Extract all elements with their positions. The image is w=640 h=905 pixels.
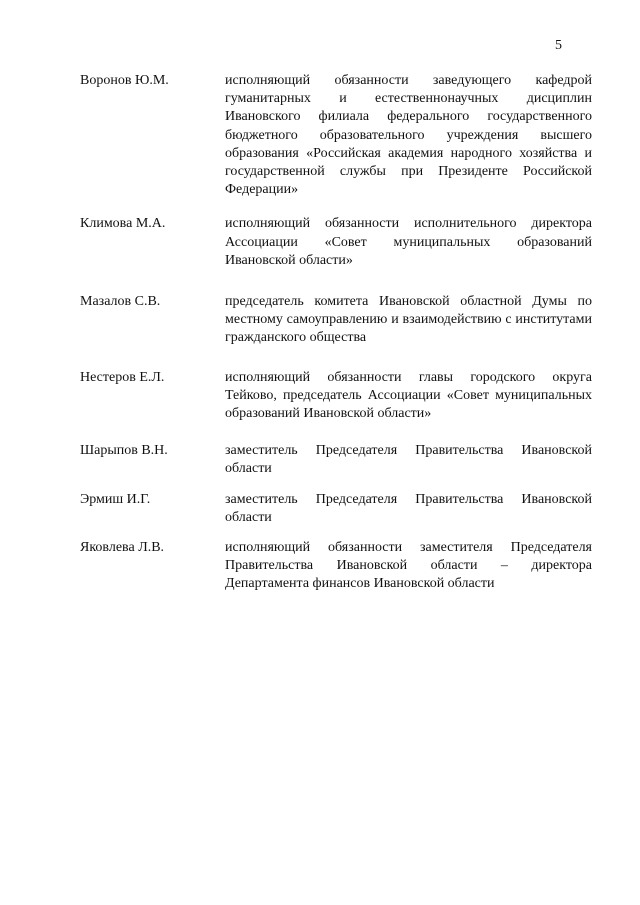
member-role: исполняющий обязанности заведующего кафедрой гуманитарных и естественнонаучных дисциплин Ивановского филиала федерального государственного бюджетного образовательного учреждения высшего образования «Российская академия народного хозяйства и государственной службы при Президенте Российской Федерации» — [225, 73, 592, 198]
member-role: исполняющий обязанности главы городского округа Тейково, председатель Ассоциации «Совет муниципальных образований Ивановской области» — [225, 369, 592, 422]
member-name: Шарыпов В.Н. — [80, 443, 168, 459]
member-role: заместитель Председателя Правительства Ивановской области — [225, 443, 592, 477]
member-name: Воронов Ю.М. — [80, 73, 169, 88]
member-name: Нестеров Е.Л. — [80, 369, 165, 385]
member-row-nesterov — [80, 369, 592, 424]
members-list — [80, 72, 592, 594]
member-row-mazalov — [80, 293, 592, 348]
member-role: исполняющий обязанности заместителя Председателя Правительства Ивановской области – директора Департамента финансов Ивановской области — [225, 540, 592, 592]
member-name: Климова М.А. — [80, 216, 166, 232]
member-name: Яковлева Л.В. — [80, 540, 165, 556]
member-name: Эрмиш И.Г. — [80, 491, 151, 507]
member-row-sharypov — [80, 442, 592, 478]
member-row-ermish — [80, 491, 592, 527]
page-number: 5 — [555, 38, 562, 53]
member-role: исполняющий обязанности исполнительного директора Ассоциации «Совет муниципальных образований Ивановской области» — [225, 216, 592, 268]
member-role: председатель комитета Ивановской областной Думы по местному самоуправлению и взаимодействию с институтами гражданского общества — [225, 294, 592, 346]
member-row-voronov — [80, 72, 592, 199]
member-role: заместитель Председателя Правительства Ивановской области — [225, 491, 592, 525]
member-row-klimova — [80, 215, 592, 270]
member-name: Мазалов С.В. — [80, 294, 161, 310]
member-row-yakovleva — [80, 539, 592, 594]
